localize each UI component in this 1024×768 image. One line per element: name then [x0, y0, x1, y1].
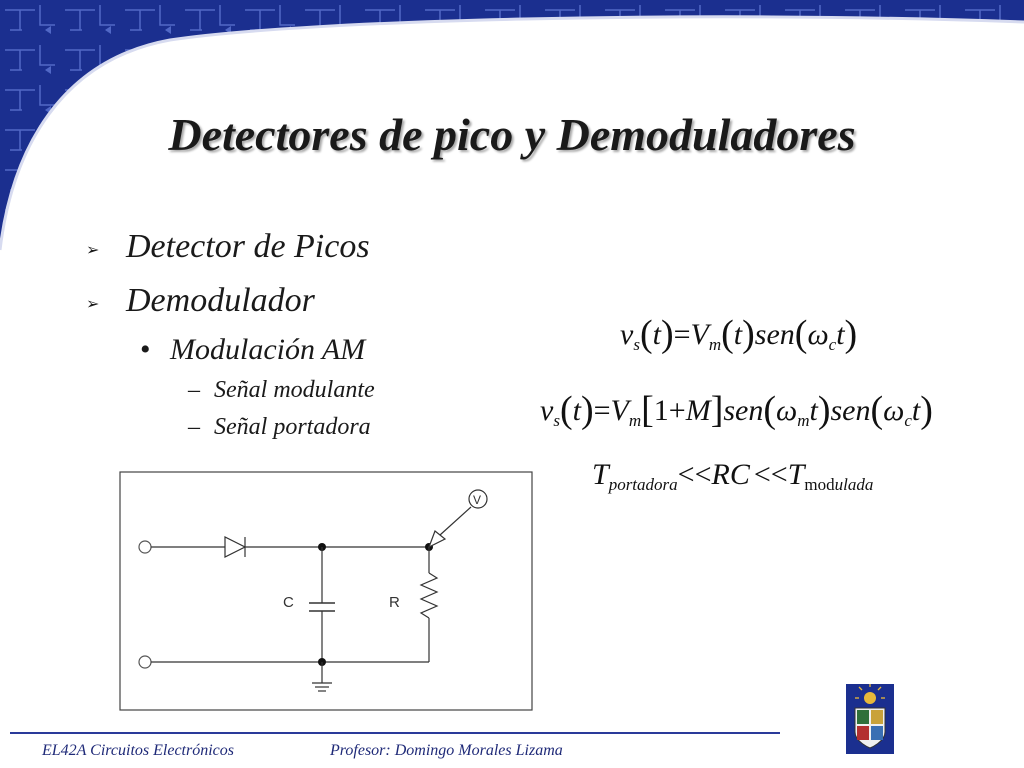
- input-terminal-bottom: [139, 656, 151, 668]
- dot-bullet-icon: •: [140, 333, 151, 366]
- footer-professor: Profesor: Domingo Morales Lizama: [330, 742, 563, 759]
- peak-detector-circuit: [119, 471, 535, 713]
- dash-bullet-icon: –: [188, 377, 200, 403]
- footer-course: EL42A Circuitos Electrónicos: [42, 742, 234, 759]
- footer-divider: [10, 732, 780, 734]
- sub-bullet-label: Modulación AM: [170, 333, 366, 366]
- arrow-bullet-icon: ➢: [86, 240, 100, 259]
- slide-title: Detectores de pico y Demoduladores: [168, 109, 856, 160]
- equation-2: $v_s(t)=V_m[1+M]sen(\omega_mt)sen(\omega_ct)$: [540, 389, 933, 431]
- equation-3: $T_{portadora}<<RC <<T_{modulada}$: [592, 458, 874, 494]
- capacitor-label: C: [283, 594, 294, 611]
- resistor-label: R: [389, 594, 400, 611]
- voltmeter-label: V: [473, 493, 482, 507]
- sub-sub-bullet-label: Señal portadora: [214, 414, 371, 440]
- sub-sub-bullet-label: Señal modulante: [214, 377, 375, 403]
- dash-bullet-icon: –: [188, 414, 200, 440]
- university-logo: [846, 684, 894, 754]
- arrow-bullet-icon: ➢: [86, 294, 100, 313]
- bullet-label: Demodulador: [126, 282, 315, 319]
- input-terminal-top: [139, 541, 151, 553]
- equation-1: $v_s(t)=V_m(t)sen(\omega_ct)$: [620, 313, 858, 355]
- bullet-label: Detector de Picos: [126, 228, 370, 265]
